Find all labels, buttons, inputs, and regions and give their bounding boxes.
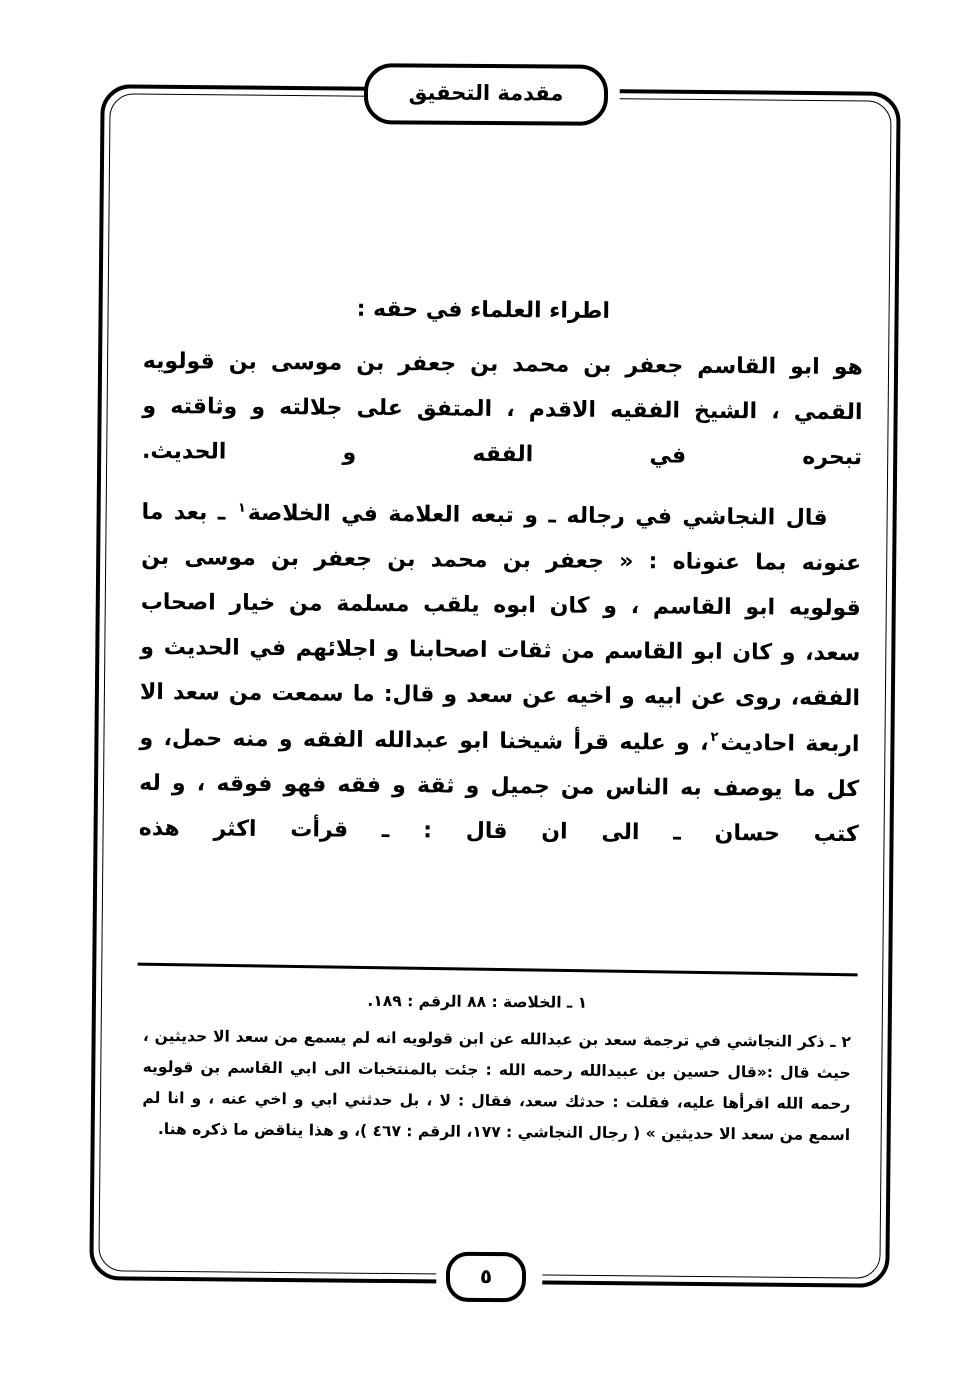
quote-part-three: ، و عليه قرأ شيخنا ابو عبدالله الفقه و منه حمل، و كل ما يوصف به الناس من جميل و ثقة و فقه فهو فوقه ، و له كتب حسان ـ الى ان قال : ـ قرأت اكثر هذه bbox=[138, 725, 860, 847]
section-heading: اطراء العلماء في حقه : bbox=[356, 296, 611, 324]
paragraph-najashi-quote bbox=[139, 490, 862, 857]
footnote-ref-2[interactable]: ٢ bbox=[710, 730, 719, 746]
footnote-1: ١ ـ الخلاصة : ٨٨ الرقم : ١٨٩. bbox=[367, 991, 588, 1012]
footnote-separator-rule bbox=[138, 963, 858, 977]
header-title-badge bbox=[364, 63, 608, 125]
footnote-2: ٢ ـ ذكر النجاشي في ترجمة سعد بن عبدالله عن ابن قولويه انه لم يسمع من سعد الا حديثين ، حيث قال :«قال حسين بن عبيدالله رحمه الله : جئت بالمنتخبات الى ابي القاسم بن قولويه رحمه الله اقرأها عليه، فقلت : حدثك سعد، فقال : لا ، بل حدثني ابي و اخي عنه ، و انا لم اسمع من سعد الا حديثين » ( رجال النجاشي : ١٧٧، الرقم : ٤٦٧ )، و هذا يناقض ما ذكره هنا. bbox=[142, 1026, 852, 1145]
paragraph-biography: هو ابو القاسم جعفر بن محمد بن جعفر بن موسى بن قولويه القمي ، الشيخ الفقيه الاقدم ، المتفق على جلالته و وثاقته و تبحره في الفقه و الحديث. bbox=[141, 348, 863, 471]
footnote-ref-1[interactable]: ١ bbox=[237, 500, 246, 516]
header-title-text: مقدمة التحقيق bbox=[408, 80, 564, 105]
footnotes-section bbox=[136, 965, 858, 1157]
body-text bbox=[138, 287, 863, 873]
quote-part-one: قال النجاشي في رجاله ـ و تبعه العلامة في الخلاصة bbox=[247, 500, 828, 531]
content-column bbox=[135, 147, 864, 1233]
quote-part-two: ـ بعد ما عنونه بما عنوناه : « جعفر بن محمد بن جعفر بن موسى بن قولويه ابو القاسم ، و كان ابوه يلقب مسلمة من خيار اصحاب سعد، و كان ابو القاسم من ثقات اصحابنا و اجلائهم في الحديث و الفقه، روى عن ابيه و اخيه عن سعد و قال: ما سمعت من سعد الا اربعة احاديث bbox=[139, 499, 862, 757]
page-number-text: ٥ bbox=[479, 1263, 493, 1289]
page-number-badge bbox=[446, 1252, 526, 1302]
